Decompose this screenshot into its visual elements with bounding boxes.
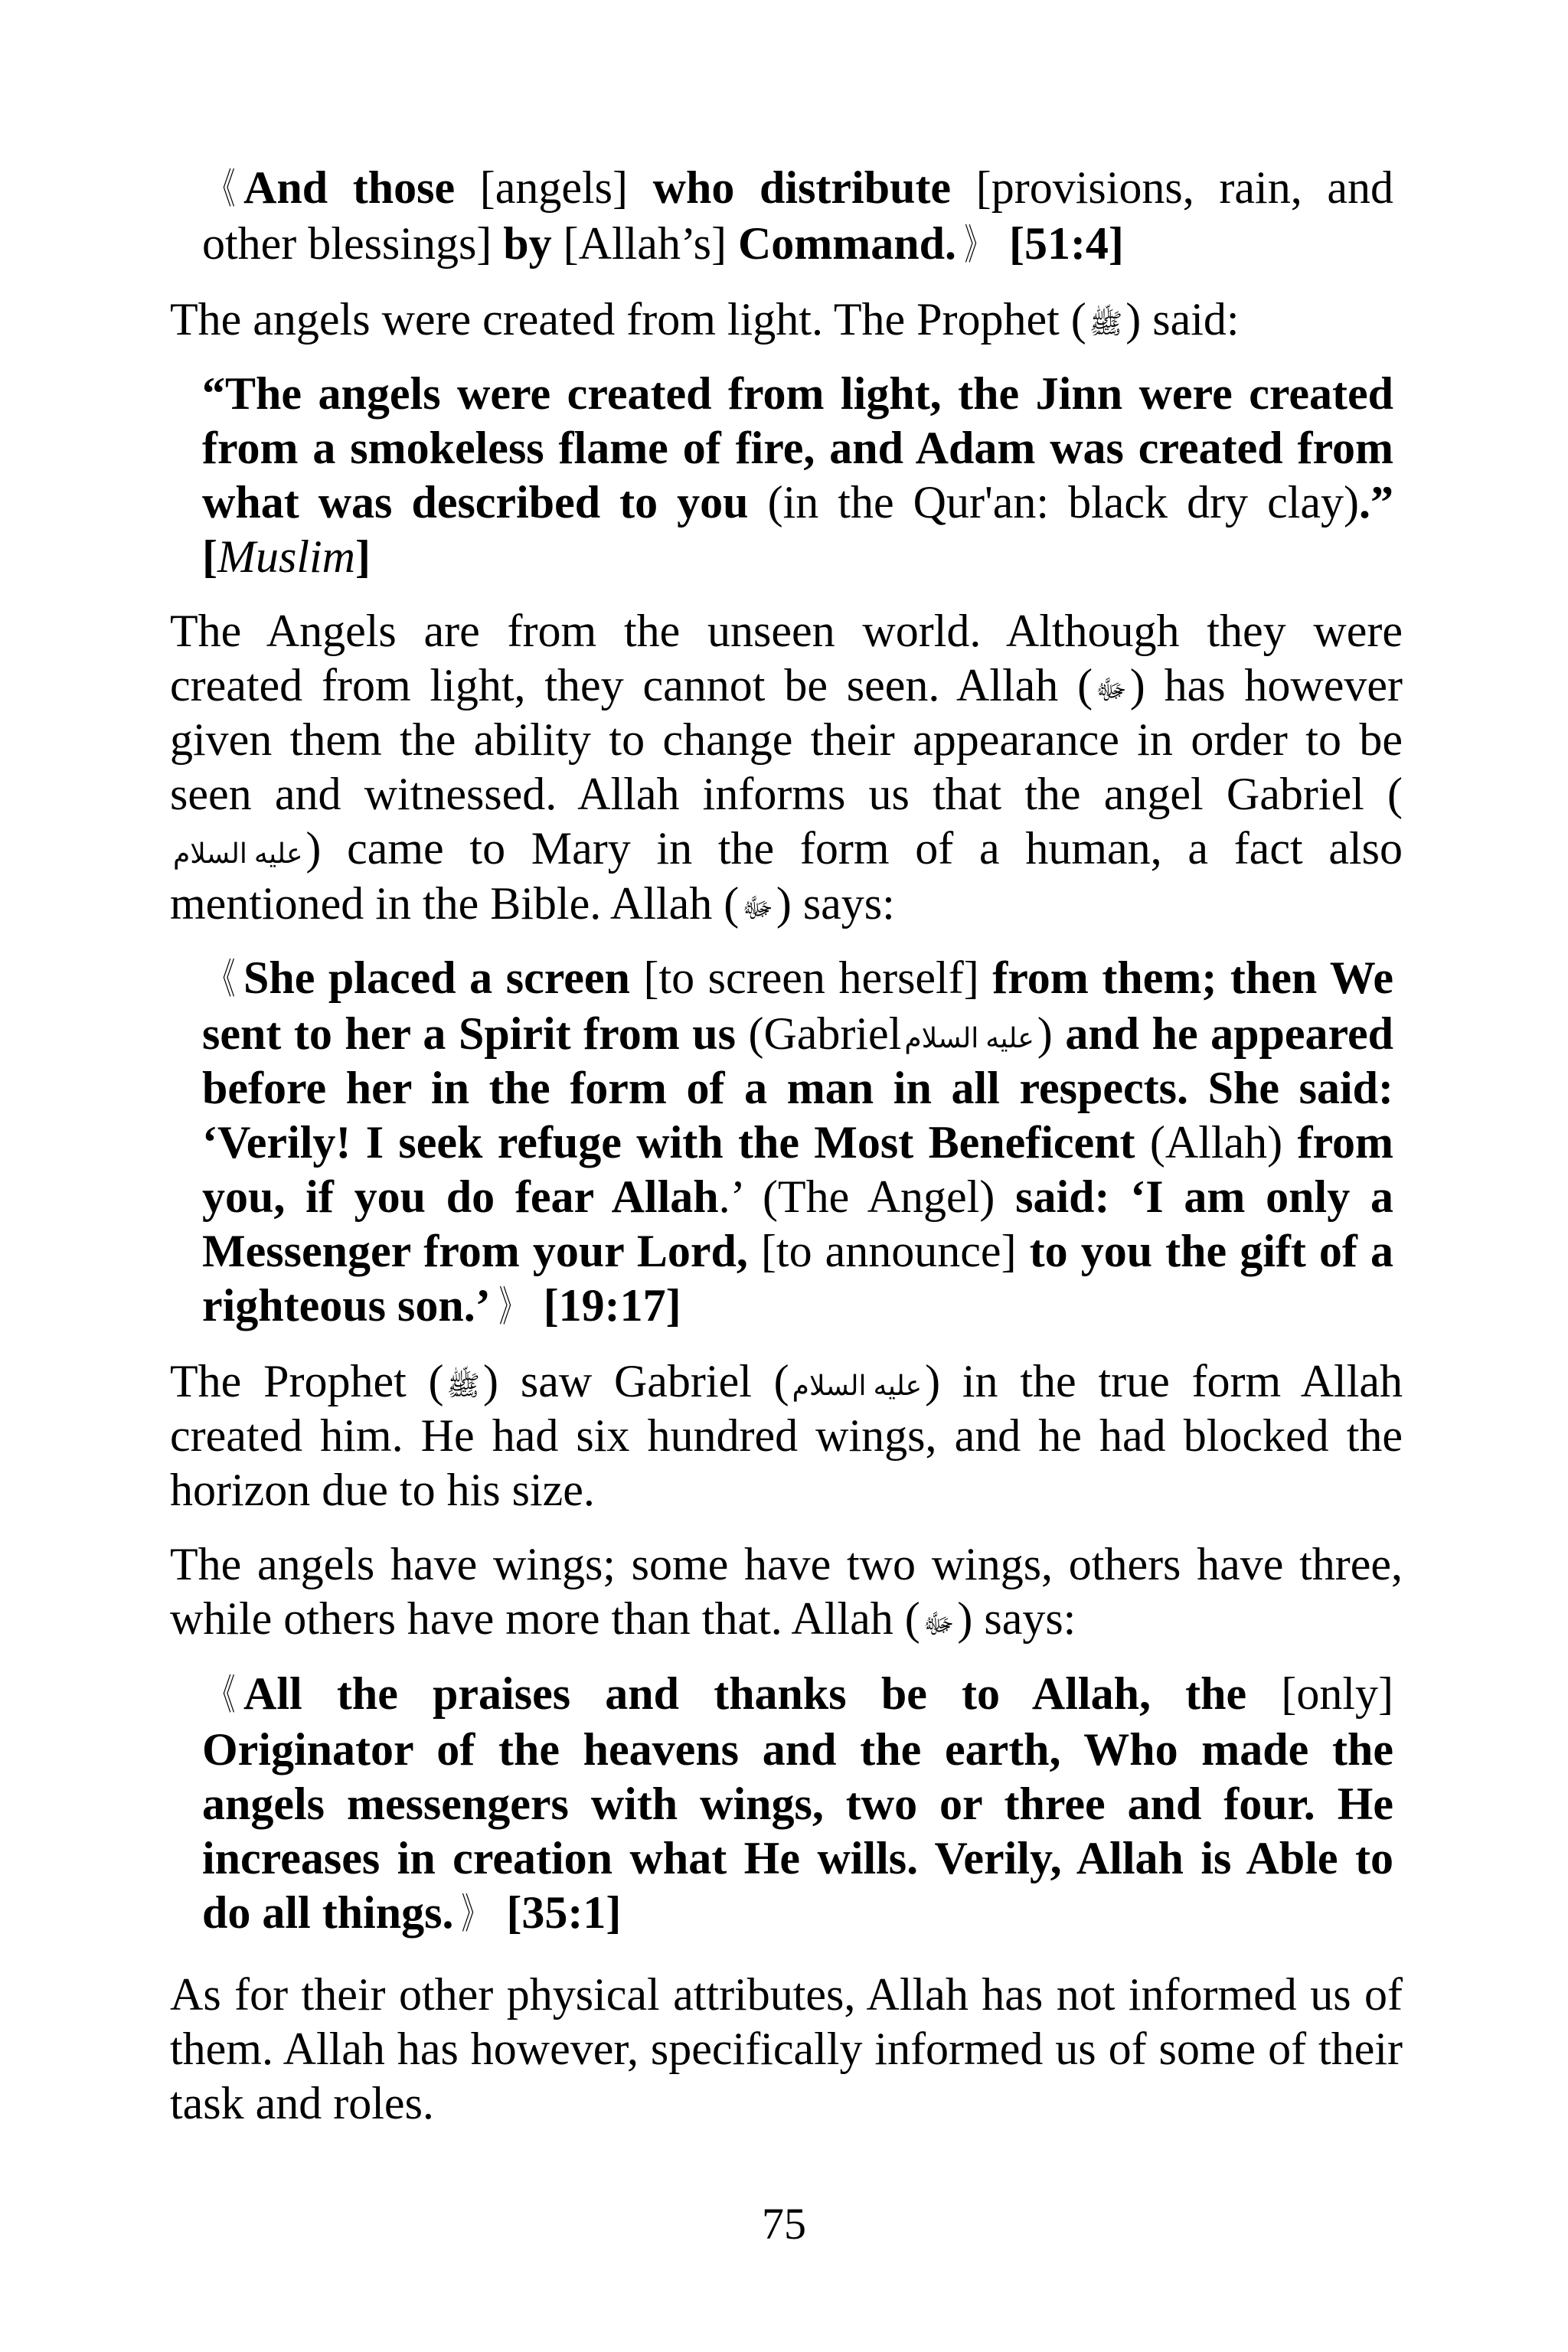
quote-bracket-text: [to screen herself] [643, 952, 979, 1003]
body-text: The Prophet ( [170, 1356, 444, 1407]
ornament-close-icon: 》 [462, 1890, 487, 1937]
quote-bold-text: to you the gift of a righteous son.’ [202, 1226, 1394, 1331]
gabriel-honorific-icon: عليه السلام [792, 1370, 923, 1402]
verse-reference: [35:1] [506, 1886, 622, 1938]
prophet-honorific-icon: ﷺ [1089, 309, 1123, 340]
hadith-note: (in the Qur'an: black dry clay) [767, 477, 1360, 528]
paragraph-wings [170, 1537, 1403, 1646]
allah-honorific-icon: ﷻ [742, 892, 773, 923]
gabriel-honorific-icon: عليه السلام [904, 1023, 1034, 1054]
quote-bracket-text: .’ (The Angel) [718, 1171, 995, 1223]
verse-reference: [19:17] [543, 1280, 681, 1331]
quote-bold-text: from you, if you do fear Allah [202, 1117, 1394, 1223]
paragraph-light [170, 292, 1403, 347]
quran-quote-19-17 [170, 951, 1403, 1334]
paragraph-attributes [170, 1968, 1403, 2131]
ornament-close-icon: 》 [498, 1284, 524, 1331]
body-text: ) says: [957, 1593, 1076, 1645]
quote-bold-text: said: ‘I am only a Messenger from your Lord, [202, 1171, 1394, 1277]
text-column [170, 161, 1403, 2131]
quote-bracket-text: [only] [1281, 1668, 1394, 1719]
ornament-close-icon: 》 [964, 222, 990, 268]
prophet-honorific-icon: ﷺ [446, 1370, 481, 1402]
ornament-open-icon: 《 [210, 1671, 236, 1718]
hadith-source: Muslim [217, 531, 355, 583]
page-number: 75 [762, 2199, 806, 2249]
body-text: As for their other physical attributes, Allah has not informed us of them. Allah has however, specifically informed us of some of their task and roles. [170, 1968, 1403, 2128]
quote-bracket-text: (Allah) [1149, 1117, 1283, 1168]
verse-reference: [51:4] [1008, 218, 1124, 269]
quote-bold-text: from them; then We sent to her a Spirit from us [202, 952, 1394, 1059]
hadith-bold-text: “The angels were created from light, the Jinn were created from a smokeless flame of fire, and Adam was created from what was described to you [202, 368, 1393, 528]
quote-bold-text: All the praises and thanks be to Allah, the [243, 1668, 1247, 1719]
body-text: ) came to Mary in the form of a human, a fact also mentioned in the Bible. Allah ( [170, 823, 1403, 929]
source-bracket: [ [202, 531, 217, 583]
quote-bracket-text: (Gabriel [748, 1008, 902, 1059]
allah-honorific-icon: ﷻ [1096, 675, 1127, 706]
quote-bracket-text: [Allah’s] [563, 218, 727, 269]
hadith-bold-text: .” [1359, 477, 1394, 528]
quote-bold-text: And those [243, 162, 456, 213]
body-text: ) says: [776, 877, 895, 929]
quote-bracket-text: [angels] [479, 162, 628, 213]
quote-bold-text: who distribute [652, 162, 952, 213]
body-text: The angels were created from light. The Prophet ( [170, 294, 1086, 345]
body-text: The Angels are from the unseen world. Although they were created from light, they cannot be seen. Allah ( [170, 606, 1403, 711]
quran-quote-51-4 [170, 161, 1403, 273]
source-bracket: ] [354, 531, 371, 583]
paragraph-unseen [170, 604, 1403, 931]
quote-bracket-text: ) [1037, 1008, 1053, 1059]
quote-bold-text: and he appeared before her in the form of a man in all respects. She said: ‘Verily! I seek refuge with the Most Beneficent [202, 1008, 1394, 1168]
body-text: The angels have wings; some have two wings, others have three, while others have more than that. Allah ( [170, 1539, 1403, 1645]
quote-bold-text: by [503, 218, 552, 269]
quote-bold-text: Command. [737, 218, 956, 269]
ornament-open-icon: 《 [210, 956, 236, 1002]
quote-bracket-text: [to announce] [760, 1226, 1017, 1277]
ornament-open-icon: 《 [210, 166, 236, 212]
hadith-quote [170, 367, 1403, 584]
quran-quote-35-1 [170, 1667, 1403, 1942]
quote-bracket-text: [provisions, rain, and other blessings] [202, 162, 1393, 269]
paragraph-gabriel [170, 1354, 1403, 1517]
body-text: ) has however given them the ability to change their appearance in order to be seen and witnessed. Allah informs us that the angel Gabriel ( [170, 660, 1403, 820]
quote-bold-text: Originator of the heavens and the earth, Who made the angels messengers with wings, two or three and four. He increases in creation what He wills. Verily, Allah is Able to do all things. [202, 1723, 1393, 1938]
gabriel-honorific-icon: عليه السلام [173, 838, 303, 869]
allah-honorific-icon: ﷻ [923, 1608, 955, 1639]
body-text: ) in the true form Allah created him. He had six hundred wings, and he had blocked the horizon due to his size. [170, 1356, 1403, 1516]
body-text: ) saw Gabriel ( [483, 1356, 789, 1407]
body-text: ) said: [1125, 294, 1240, 345]
quote-bold-text: She placed a screen [243, 952, 630, 1003]
